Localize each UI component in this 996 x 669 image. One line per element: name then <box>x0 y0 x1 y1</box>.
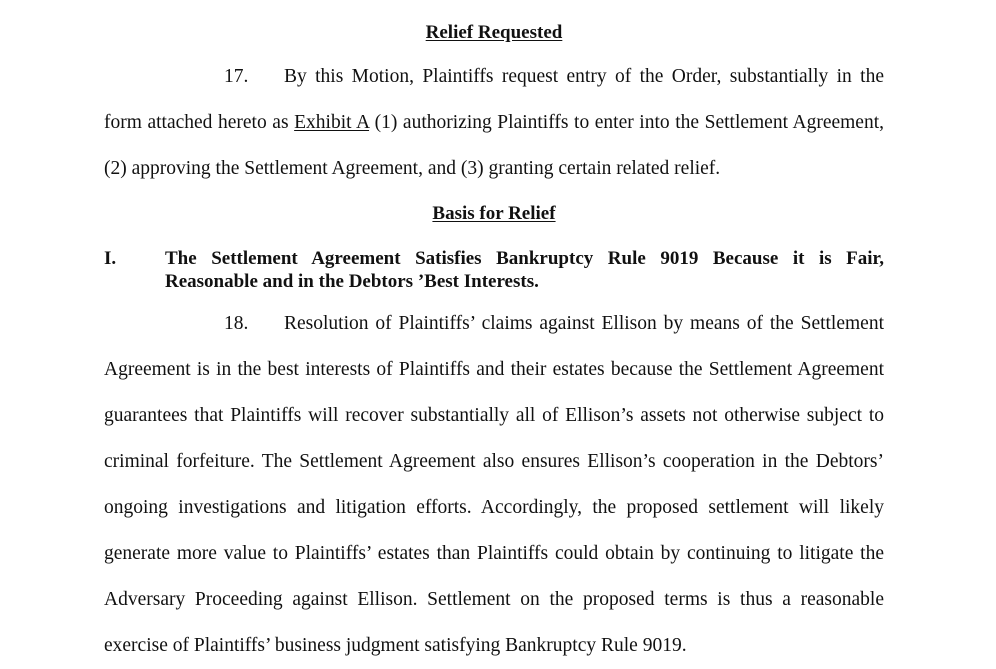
paragraph-18-line-5: ongoing investigations and litigation efforts. Accordingly, the proposed settlement will likely <box>104 497 884 518</box>
paragraph-18-line-4: criminal forfeiture. The Settlement Agreement also ensures Ellison’s cooperation in the Debtors’ <box>104 451 884 472</box>
section-i-title-line-2: Reasonable and in the Debtors ’Best Interests. <box>165 271 539 292</box>
paragraph-18-line-3: guarantees that Plaintiffs will recover substantially all of Ellison’s assets not otherwise subject to <box>104 405 884 426</box>
paragraph-17-line-2 <box>104 111 884 135</box>
paragraph-18-line-6: generate more value to Plaintiffs’ estates than Plaintiffs could obtain by continuing to litigate the <box>104 543 884 564</box>
heading-basis-for-relief: Basis for Relief <box>432 203 556 224</box>
paragraph-17-line-2-text-a: form attached hereto as <box>104 112 295 133</box>
paragraph-17-line-1: By this Motion, Plaintiffs request entry of the Order, substantially in the <box>284 66 884 87</box>
section-i-title-line-1: The Settlement Agreement Satisfies Bankruptcy Rule 9019 Because it is Fair, <box>165 248 884 269</box>
paragraph-17-number: 17. <box>224 66 249 87</box>
paragraph-17-line-3: (2) approving the Settlement Agreement, and (3) granting certain related relief. <box>104 158 721 179</box>
paragraph-18-line-1: Resolution of Plaintiffs’ claims against Ellison by means of the Settlement <box>284 313 884 334</box>
paragraph-18-line-2: Agreement is in the best interests of Plaintiffs and their estates because the Settlement Agreement <box>104 359 884 380</box>
exhibit-a-reference: Exhibit A <box>294 112 370 133</box>
paragraph-18-line-7: Adversary Proceeding against Ellison. Settlement on the proposed terms is thus a reasonable <box>104 589 884 610</box>
paragraph-17-line-2-text-b: (1) authorizing Plaintiffs to enter into the Settlement Agreement, <box>369 112 885 133</box>
paragraph-18-line-8: exercise of Plaintiffs’ business judgment satisfying Bankruptcy Rule 9019. <box>104 635 687 656</box>
paragraph-18-number: 18. <box>224 313 249 334</box>
heading-relief-requested: Relief Requested <box>425 22 563 43</box>
section-i-number: I. <box>104 248 117 269</box>
